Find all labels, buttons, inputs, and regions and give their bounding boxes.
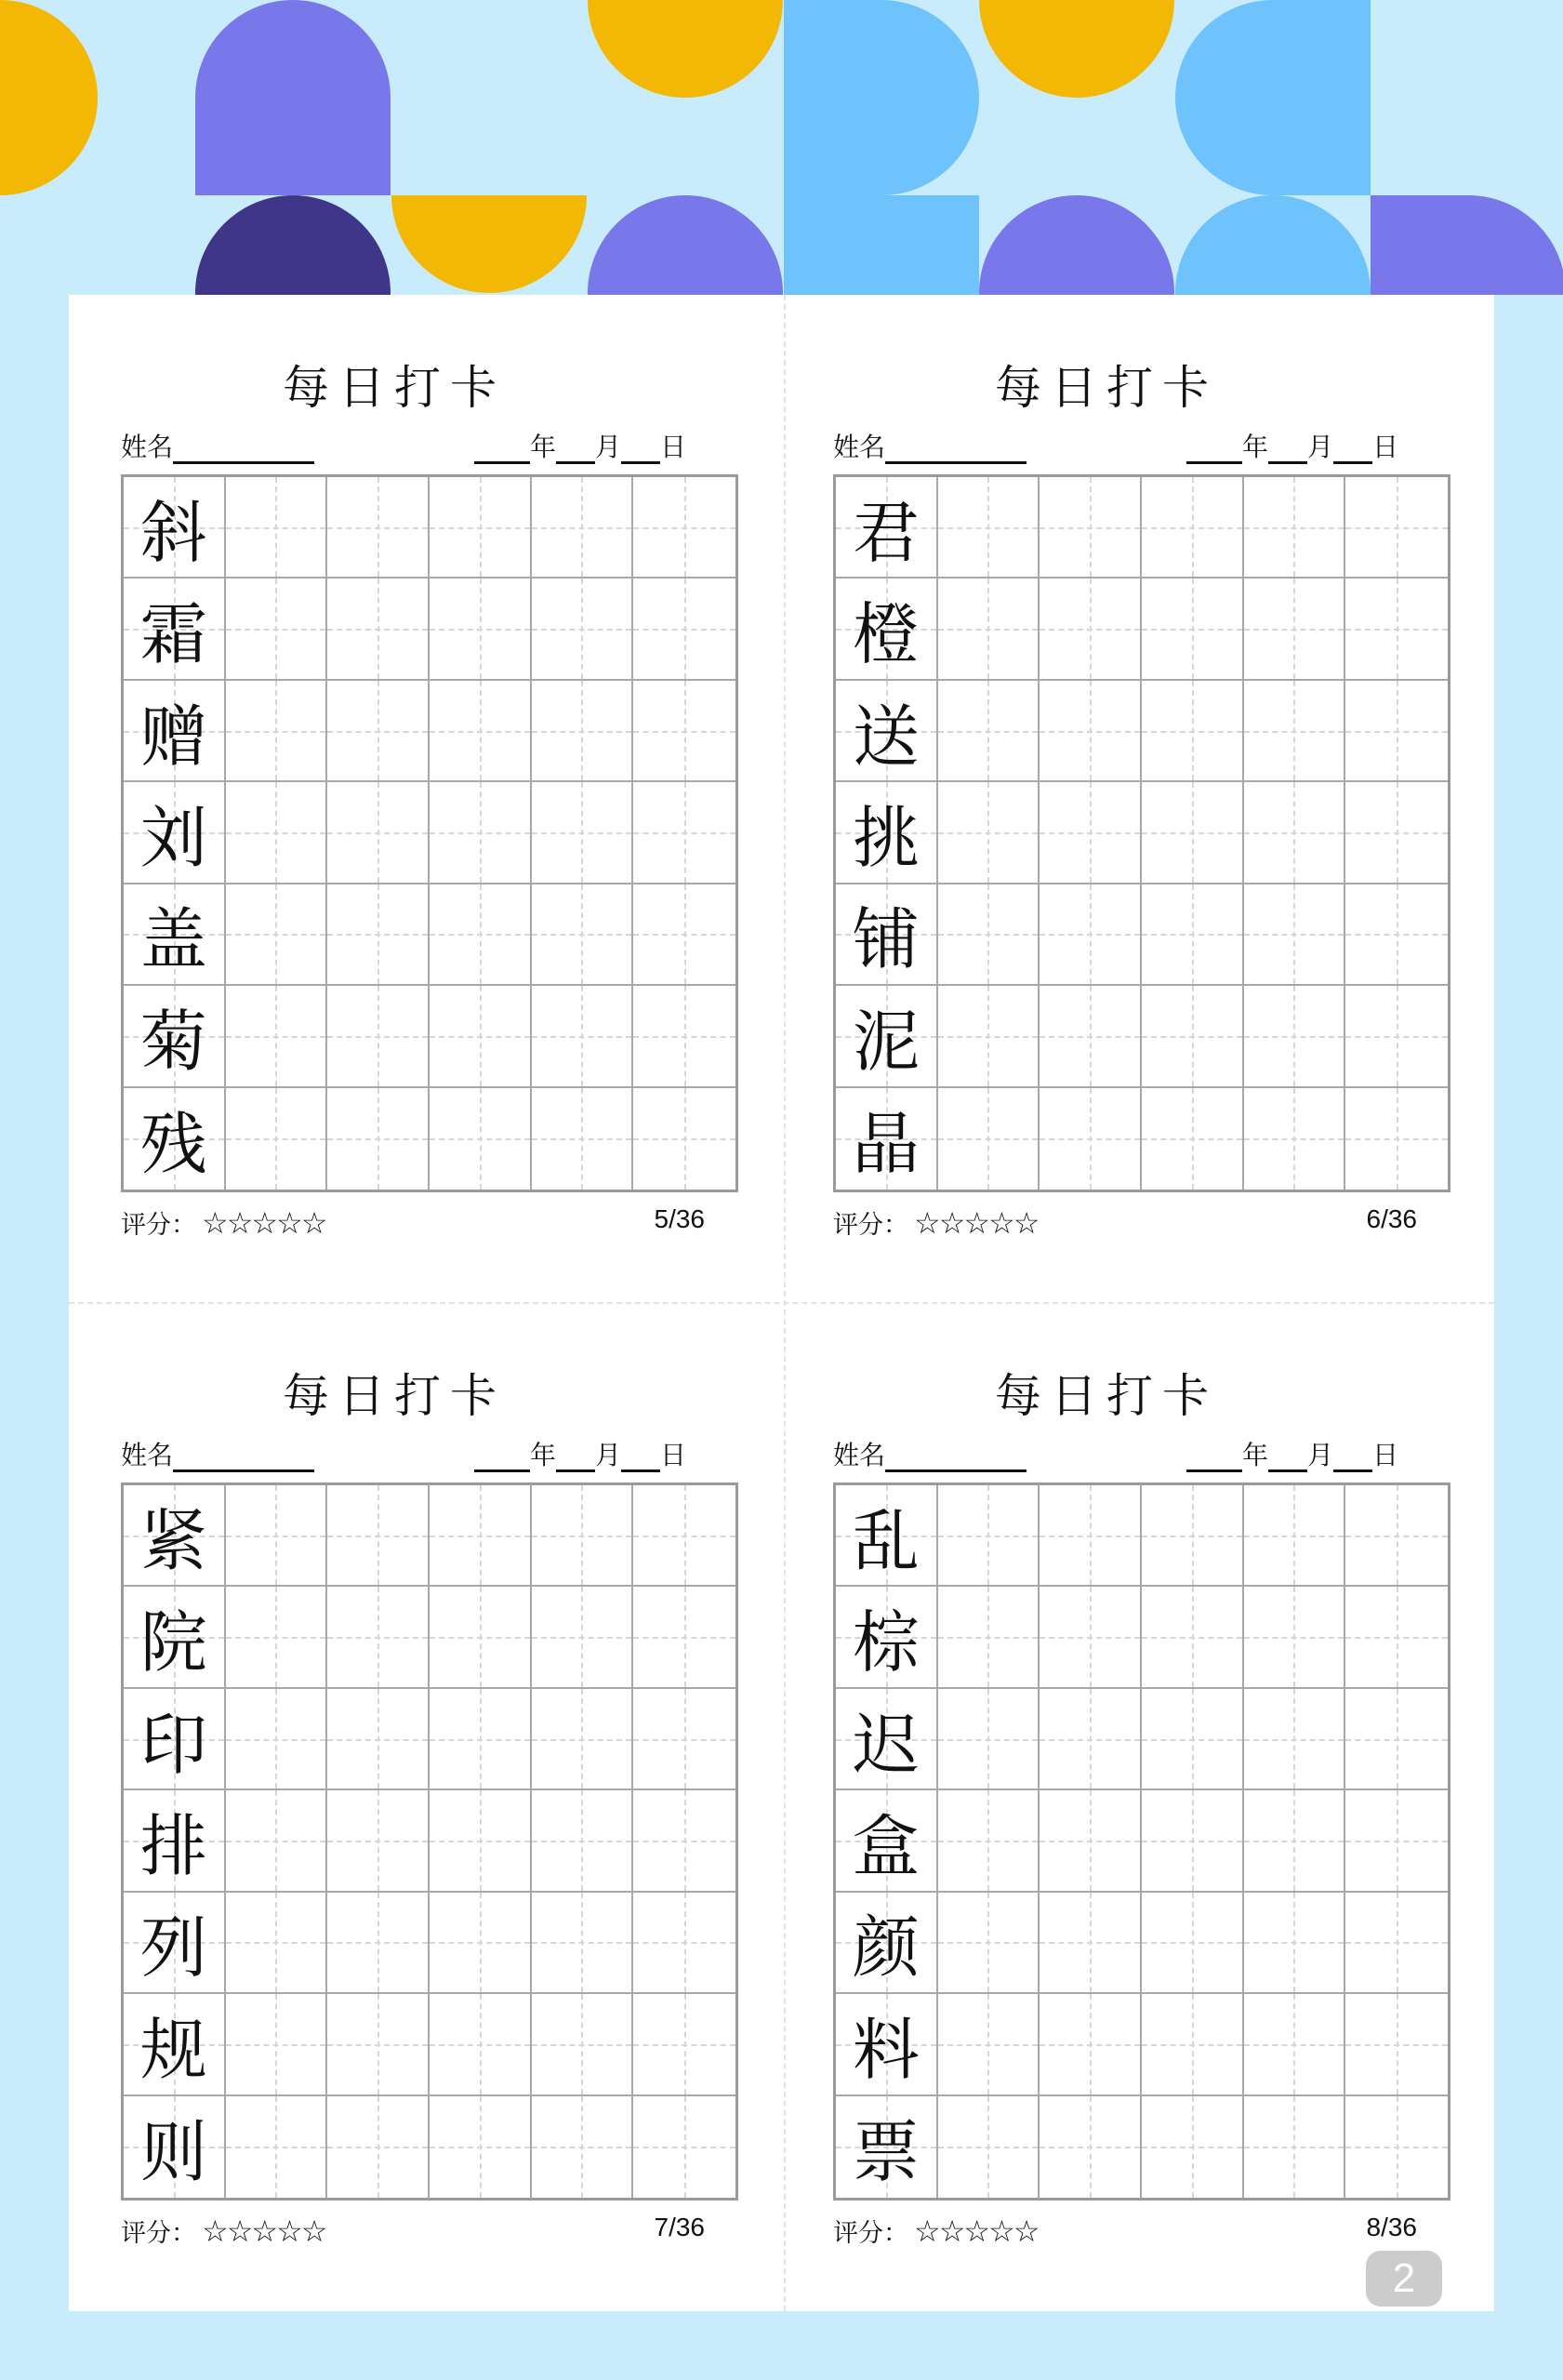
practice-cell[interactable] [1244,578,1346,680]
score-label: 评分： [121,1211,196,1240]
model-character: 料 [852,2010,920,2089]
blue-arch [1175,195,1371,295]
model-character: 棕 [852,1603,920,1682]
practice-cell[interactable] [1040,1994,1142,2095]
yellow-half-circle [588,0,783,98]
day-label: 日 [1371,432,1398,462]
month-blank[interactable] [1268,438,1307,464]
practice-cell[interactable] [938,1790,1040,1892]
practice-cell[interactable] [1345,1893,1448,1994]
practice-cell[interactable] [633,1994,735,2095]
model-character: 霜 [139,595,207,674]
practice-cell[interactable] [430,1689,532,1790]
practice-cell[interactable] [327,1485,430,1587]
practice-cell[interactable] [1142,1587,1244,1688]
practice-cell[interactable] [633,782,735,884]
practice-cell[interactable] [1244,884,1346,986]
practice-cell[interactable] [327,1790,430,1892]
star-rating[interactable]: ☆☆☆☆☆ [914,2213,1039,2249]
model-character-cell [836,1790,938,1892]
practice-cell[interactable] [1040,477,1142,578]
sheet-title: 每日打卡 [995,361,1218,415]
practice-cell[interactable] [633,986,735,1087]
model-character-cell [836,477,938,578]
practice-cell[interactable] [633,2096,735,2198]
star-rating[interactable]: ☆☆☆☆☆ [202,1204,326,1241]
practice-cell[interactable] [226,986,328,1087]
model-character: 晶 [852,1105,920,1184]
practice-cell[interactable] [430,1893,532,1994]
day-label: 日 [1371,1440,1398,1470]
worksheet-page [69,295,1494,2311]
page-number: 8/36 [1366,2213,1417,2241]
score-row [121,2213,325,2249]
model-character-cell [836,1893,938,1994]
practice-cell[interactable] [633,884,735,986]
practice-cell[interactable] [226,782,328,884]
practice-cell[interactable] [1244,986,1346,1087]
page-number: 7/36 [654,2213,705,2241]
practice-cell[interactable] [1345,1790,1448,1892]
model-character: 规 [139,2010,207,2089]
practice-cell[interactable] [938,782,1040,884]
practice-cell[interactable] [1244,1994,1346,2095]
practice-cell[interactable] [1142,1893,1244,1994]
model-character-cell [124,1994,226,2095]
practice-cell[interactable] [532,782,634,884]
sheet-title: 每日打卡 [283,361,506,415]
model-character: 送 [852,697,920,776]
practice-cell[interactable] [1142,1790,1244,1892]
practice-cell[interactable] [938,1587,1040,1688]
score-label: 评分： [121,2219,196,2248]
practice-cell[interactable] [226,1893,328,1994]
model-character-cell [124,578,226,680]
practice-cell[interactable] [532,477,634,578]
practice-cell[interactable] [1345,1994,1448,2095]
model-character: 院 [139,1603,207,1682]
year-label: 年 [529,1440,556,1470]
practice-cell[interactable] [327,477,430,578]
model-character: 紧 [139,1501,207,1580]
practice-cell[interactable] [1040,782,1142,884]
practice-cell[interactable] [938,578,1040,680]
practice-cell[interactable] [532,986,634,1087]
model-character: 盖 [139,900,207,979]
model-character: 列 [139,1908,207,1988]
page-number: 6/36 [1366,1204,1417,1233]
practice-cell[interactable] [327,1994,430,2095]
practice-cell[interactable] [633,1790,735,1892]
practice-cell[interactable] [1040,1088,1142,1190]
practice-cell[interactable] [938,681,1040,782]
name-row [833,1435,1027,1472]
day-blank[interactable] [1333,438,1372,464]
practice-cell[interactable] [633,477,735,578]
day-label: 日 [659,432,686,462]
model-character-cell [124,1088,226,1190]
month-label: 月 [1306,432,1333,462]
day-blank[interactable] [621,1446,660,1472]
model-character: 菊 [139,1002,207,1081]
year-blank[interactable] [474,1446,530,1472]
model-character-cell [836,1689,938,1790]
date-row [474,427,686,464]
practice-cell[interactable] [633,578,735,680]
model-character: 颜 [852,1908,920,1988]
name-label: 姓名 [121,1440,174,1470]
practice-sheet [781,1303,1432,2249]
year-blank[interactable] [1186,438,1242,464]
practice-cell[interactable] [1345,986,1448,1087]
practice-cell[interactable] [226,884,328,986]
practice-cell[interactable] [327,2096,430,2198]
writing-grid [121,474,738,1192]
model-character-cell [836,986,938,1087]
model-character: 乱 [852,1501,920,1580]
model-character-cell [124,782,226,884]
yellow-half-circle [391,98,587,293]
practice-cell[interactable] [1142,578,1244,680]
practice-cell[interactable] [633,1587,735,1688]
sheet-title: 每日打卡 [283,1369,506,1423]
practice-cell[interactable] [938,2096,1040,2198]
practice-cell[interactable] [226,477,328,578]
practice-cell[interactable] [532,1994,634,2095]
name-label: 姓名 [121,432,174,462]
model-character: 橙 [852,595,920,674]
practice-sheet [69,1303,720,2249]
practice-cell[interactable] [1345,782,1448,884]
month-blank[interactable] [556,1446,595,1472]
practice-cell[interactable] [938,884,1040,986]
model-character: 排 [139,1806,207,1885]
practice-cell[interactable] [430,681,532,782]
model-character-cell [836,884,938,986]
score-label: 评分： [833,2219,908,2248]
practice-cell[interactable] [938,986,1040,1087]
practice-cell[interactable] [633,681,735,782]
year-blank[interactable] [1186,1446,1242,1472]
practice-cell[interactable] [327,681,430,782]
practice-cell[interactable] [532,1790,634,1892]
practice-cell[interactable] [1244,1893,1346,1994]
model-character-cell [836,1994,938,2095]
practice-cell[interactable] [1040,2096,1142,2198]
year-label: 年 [1241,1440,1268,1470]
practice-cell[interactable] [1345,1088,1448,1190]
purple-quarter [1371,195,1563,295]
date-row [1186,1435,1398,1472]
date-row [474,1435,686,1472]
model-character-cell [124,477,226,578]
month-blank[interactable] [556,438,595,464]
practice-cell[interactable] [532,1088,634,1190]
practice-cell[interactable] [633,1088,735,1190]
model-character-cell [836,1088,938,1190]
practice-cell[interactable] [430,1994,532,2095]
practice-cell[interactable] [532,884,634,986]
practice-cell[interactable] [938,1994,1040,2095]
model-character: 票 [852,2113,920,2192]
model-character-cell [124,2096,226,2198]
model-character: 残 [139,1105,207,1184]
yellow-half-circle [0,0,98,195]
practice-cell[interactable] [1040,1790,1142,1892]
score-row [833,2213,1038,2249]
practice-cell[interactable] [327,1088,430,1190]
blue-shape [1175,0,1371,195]
model-character: 铺 [852,900,920,979]
practice-cell[interactable] [1244,1689,1346,1790]
practice-cell[interactable] [1142,986,1244,1087]
month-label: 月 [1306,1440,1333,1470]
purple-arch [979,195,1174,295]
name-row [121,1435,314,1472]
practice-cell[interactable] [430,578,532,680]
model-character-cell [124,1689,226,1790]
practice-cell[interactable] [1244,1790,1346,1892]
practice-cell[interactable] [1244,1485,1346,1587]
model-character: 挑 [852,798,920,877]
year-blank[interactable] [474,438,530,464]
model-character-cell [836,578,938,680]
practice-cell[interactable] [1345,2096,1448,2198]
purple-arch [588,195,783,295]
practice-cell[interactable] [1040,578,1142,680]
practice-cell[interactable] [1244,2096,1346,2198]
practice-cell[interactable] [327,1893,430,1994]
practice-cell[interactable] [1244,782,1346,884]
practice-cell[interactable] [938,1088,1040,1190]
practice-cell[interactable] [1040,986,1142,1087]
practice-cell[interactable] [1040,1485,1142,1587]
date-row [1186,427,1398,464]
practice-cell[interactable] [1345,477,1448,578]
model-character: 君 [852,493,920,572]
practice-cell[interactable] [430,1790,532,1892]
practice-cell[interactable] [327,986,430,1087]
practice-cell[interactable] [226,578,328,680]
month-label: 月 [594,1440,621,1470]
practice-cell[interactable] [226,1485,328,1587]
dark-purple-arch [195,195,391,295]
practice-cell[interactable] [938,1689,1040,1790]
practice-cell[interactable] [430,1088,532,1190]
practice-cell[interactable] [532,2096,634,2198]
practice-cell[interactable] [532,1893,634,1994]
score-row [121,1204,325,1241]
score-label: 评分： [833,1211,908,1240]
page-indicator-badge[interactable]: 2 [1366,2251,1442,2307]
practice-cell[interactable] [532,681,634,782]
model-character-cell [124,986,226,1087]
practice-cell[interactable] [226,1994,328,2095]
model-character: 刘 [139,798,207,877]
practice-cell[interactable] [1244,681,1346,782]
practice-cell[interactable] [633,1689,735,1790]
model-character-cell [836,1485,938,1587]
page-number: 5/36 [654,1204,705,1233]
practice-cell[interactable] [226,1088,328,1190]
practice-cell[interactable] [430,1485,532,1587]
name-row [121,427,314,464]
model-character: 赠 [139,697,207,776]
practice-cell[interactable] [1345,578,1448,680]
practice-cell[interactable] [430,782,532,884]
decorative-header-pattern [0,0,1563,295]
practice-cell[interactable] [1345,1587,1448,1688]
model-character-cell [836,2096,938,2198]
practice-cell[interactable] [1142,477,1244,578]
practice-cell[interactable] [1142,681,1244,782]
practice-cell[interactable] [532,578,634,680]
practice-cell[interactable] [430,2096,532,2198]
practice-cell[interactable] [633,1485,735,1587]
month-blank[interactable] [1268,1446,1307,1472]
model-character-cell [124,681,226,782]
model-character-cell [124,1485,226,1587]
year-label: 年 [529,432,556,462]
practice-cell[interactable] [938,1485,1040,1587]
writing-grid [833,474,1450,1192]
practice-sheet [781,295,1432,1241]
purple-arch [195,0,391,195]
practice-cell[interactable] [1142,1689,1244,1790]
practice-cell[interactable] [532,1587,634,1688]
practice-cell[interactable] [430,986,532,1087]
practice-cell[interactable] [327,884,430,986]
practice-cell[interactable] [430,1587,532,1688]
day-blank[interactable] [1333,1446,1372,1472]
practice-cell[interactable] [1244,1088,1346,1190]
practice-cell[interactable] [226,1689,328,1790]
model-character: 则 [139,2113,207,2192]
writing-grid [121,1483,738,2201]
day-label: 日 [659,1440,686,1470]
practice-cell[interactable] [226,2096,328,2198]
practice-cell[interactable] [1040,1587,1142,1688]
practice-cell[interactable] [1142,1485,1244,1587]
practice-cell[interactable] [226,1587,328,1688]
practice-cell[interactable] [633,1893,735,1994]
model-character: 印 [139,1705,207,1784]
score-row [833,1204,1038,1241]
practice-cell[interactable] [226,1790,328,1892]
day-blank[interactable] [621,438,660,464]
practice-cell[interactable] [1142,2096,1244,2198]
practice-cell[interactable] [327,782,430,884]
model-character: 泥 [852,1002,920,1081]
star-rating[interactable]: ☆☆☆☆☆ [202,2213,326,2249]
practice-cell[interactable] [1345,1689,1448,1790]
practice-cell[interactable] [532,1689,634,1790]
practice-cell[interactable] [430,884,532,986]
practice-cell[interactable] [1345,681,1448,782]
model-character-cell [124,1790,226,1892]
model-character-cell [836,681,938,782]
practice-cell[interactable] [430,477,532,578]
practice-cell[interactable] [327,1689,430,1790]
model-character-cell [836,782,938,884]
practice-cell[interactable] [327,1587,430,1688]
year-label: 年 [1241,432,1268,462]
sheet-title: 每日打卡 [995,1369,1218,1423]
practice-cell[interactable] [1142,1088,1244,1190]
practice-cell[interactable] [226,681,328,782]
star-rating[interactable]: ☆☆☆☆☆ [914,1204,1039,1241]
blue-shape [784,0,979,195]
yellow-half-circle [979,0,1174,98]
practice-cell[interactable] [1142,1994,1244,2095]
practice-cell[interactable] [1040,1689,1142,1790]
writing-grid [833,1483,1450,2201]
practice-cell[interactable] [327,578,430,680]
name-label: 姓名 [833,432,886,462]
model-character-cell [124,884,226,986]
practice-cell[interactable] [1040,681,1142,782]
practice-sheet [69,295,720,1241]
model-character-cell [124,1893,226,1994]
practice-cell[interactable] [1345,1485,1448,1587]
model-character: 盒 [852,1806,920,1885]
model-character-cell [836,1587,938,1688]
name-blank[interactable] [173,438,314,464]
month-label: 月 [594,432,621,462]
name-blank[interactable] [173,1446,314,1472]
name-label: 姓名 [833,1440,886,1470]
practice-cell[interactable] [1040,1893,1142,1994]
name-blank[interactable] [885,1446,1027,1472]
model-character: 迟 [852,1705,920,1784]
practice-cell[interactable] [938,477,1040,578]
blue-square [784,195,979,295]
name-blank[interactable] [885,438,1027,464]
practice-cell[interactable] [1040,884,1142,986]
model-character: 斜 [139,493,207,572]
practice-cell[interactable] [1244,477,1346,578]
name-row [833,427,1027,464]
practice-cell[interactable] [938,1893,1040,1994]
practice-cell[interactable] [1345,884,1448,986]
practice-cell[interactable] [532,1485,634,1587]
practice-cell[interactable] [1244,1587,1346,1688]
model-character-cell [124,1587,226,1688]
practice-cell[interactable] [1142,884,1244,986]
practice-cell[interactable] [1142,782,1244,884]
